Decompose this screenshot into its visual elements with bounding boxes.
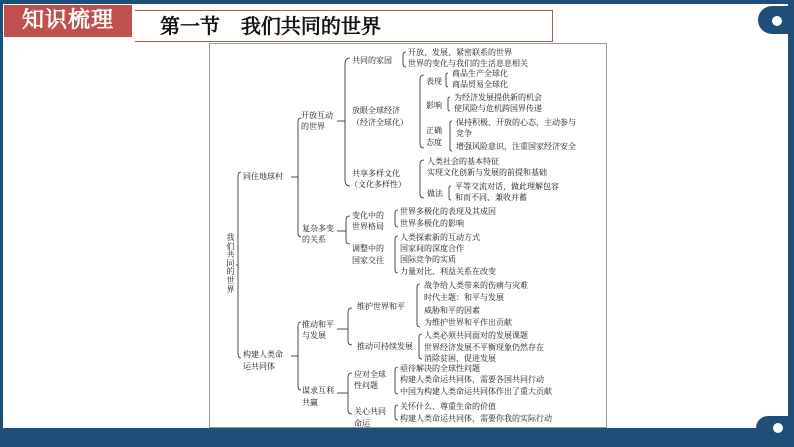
item: 商品贸易全球化 <box>452 80 508 89</box>
item: 为维护世界和平作出贡献 <box>424 318 512 327</box>
root-node: 我们共同的世界 <box>226 233 235 294</box>
item: 中国为构建人类命运共同体作出了重大贡献 <box>400 387 552 396</box>
node-shijie-geju-1: 变化中的 <box>352 211 384 220</box>
node-hulibo-gongying-1: 谋求互利 <box>302 386 334 395</box>
item: 人类必须共同面对的发展课题 <box>424 331 528 340</box>
item: 开放、发展、紧密联系的世界 <box>408 48 512 57</box>
item: 力量对比、利益关系在改变 <box>400 267 496 276</box>
node-gongtong-jiayuan: 共同的家园 <box>352 56 392 65</box>
item: 威胁和平的因素 <box>424 306 480 315</box>
label-taidu: 态度 <box>426 138 442 147</box>
item: 构建人类命运共同体，需要各国共同行动 <box>400 375 544 384</box>
label-zuofa: 做法 <box>427 189 443 198</box>
item: 世界多极化的表现及其成因 <box>400 207 496 216</box>
node-kechixu-fazhan: 推动可持续发展 <box>357 342 413 351</box>
item: 国际竞争的实质 <box>400 255 456 264</box>
item: 时代主题：和平与发展 <box>424 293 504 302</box>
node-guojia-jiaowang-1: 调整中的 <box>352 244 384 253</box>
node-guojia-jiaowang-2: 国家交往 <box>352 256 384 265</box>
label-yingxiang: 影响 <box>426 101 442 110</box>
item: 世界多极化的影响 <box>400 219 464 228</box>
node-quanqiu-jingji-1: 放眼全球经济 <box>352 106 400 115</box>
node-gongtongti-2: 运共同体 <box>243 362 275 371</box>
item: 战争给人类带来的伤痛与灾难 <box>424 281 528 290</box>
node-gongtong-mingyun-1: 关心共同 <box>354 407 386 416</box>
node-shijie-geju-2: 世界格局 <box>352 222 384 231</box>
node-tongzhu-diqiucun: 同住地球村 <box>243 172 283 181</box>
item: 为经济发展提供新的机会 <box>454 93 542 102</box>
item: 国家间的深度合作 <box>400 244 464 253</box>
item: 人类探索新的互动方式 <box>400 233 480 242</box>
item: 使风险与危机跨国界传递 <box>454 104 542 113</box>
node-gongtongti-1: 构建人类命 <box>243 350 283 359</box>
item: 构建人类命运共同体，需要你我的实际行动 <box>400 414 552 423</box>
item: 商品生产全球化 <box>452 69 508 78</box>
node-fuza-duobian-1: 复杂多变 <box>302 224 334 233</box>
node-weihu-heping: 维护世界和平 <box>357 302 405 311</box>
item: 关怀什么、尊重生命的价值 <box>400 402 496 411</box>
node-fuza-duobian-2: 的关系 <box>302 235 326 244</box>
node-heping-fazhan-1: 推动和平 <box>302 320 334 329</box>
node-quanqiu-wenti-1: 应对全球 <box>354 370 386 379</box>
item: 保持积极、开放的心态，主动参与 <box>456 118 576 127</box>
node-duoyang-wenhua-1: 共享多样文化 <box>352 169 400 178</box>
node-gongtong-mingyun-2: 命运 <box>354 419 370 428</box>
node-duoyang-wenhua-2: （文化多样性） <box>350 180 406 189</box>
node-kaifang-hudong-1: 开放互动 <box>301 111 333 120</box>
item: 世界的变化与我们的生活息息相关 <box>408 59 528 68</box>
item: 人类社会的基本特征 <box>427 157 499 166</box>
item: 和而不同、兼收并蓄 <box>455 193 527 202</box>
item: 竞争 <box>456 129 472 138</box>
node-hulibo-gongying-2: 共赢 <box>302 398 318 407</box>
node-heping-fazhan-2: 与发展 <box>302 331 326 340</box>
node-kaifang-hudong-2: 的世界 <box>301 122 325 131</box>
label-zhengque: 正确 <box>426 126 442 135</box>
section-badge: 知识梳理 <box>4 5 132 37</box>
page-title: 第一节 我们共同的世界 <box>160 14 381 38</box>
item: 增强风险意识，注重国家经济安全 <box>456 142 576 151</box>
label-biaoxian: 表现 <box>426 77 442 86</box>
item: 亟待解决的全球性问题 <box>400 364 480 373</box>
node-quanqiu-jingji-2: （经济全球化） <box>352 118 408 127</box>
item: 实现文化创新与发展的前提和基础 <box>427 168 547 177</box>
item: 世界经济发展不平衡现象仍然存在 <box>424 343 544 352</box>
item: 平等交流对话，做此理解包容 <box>455 182 559 191</box>
node-quanqiu-wenti-2: 性问题 <box>354 381 378 390</box>
item: 消除贫困，促进发展 <box>424 354 496 363</box>
